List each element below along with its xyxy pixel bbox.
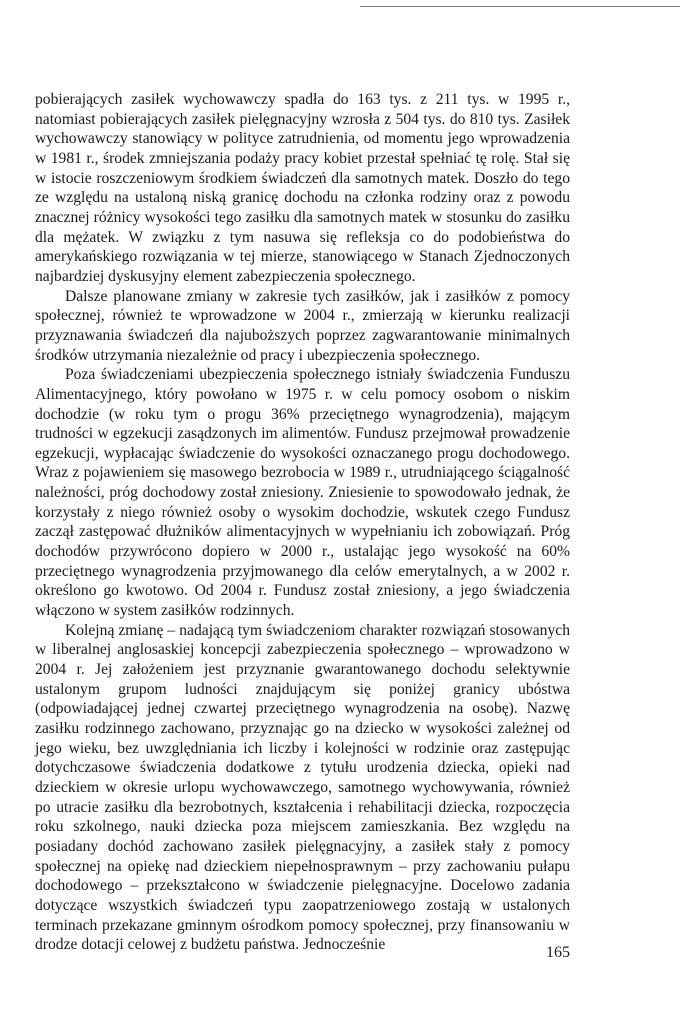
- paragraph-continued: pobierających zasiłek wychowawczy spadła do 163 tys. z 211 tys. w 1995 r., natomiast pobierających zasiłek pielęgnacyjny wzrosła z 504 tys. do 810 tys. Zasiłek wychowawczy stanowiący w polityce zatrudnienia, od momentu jego wprowadzenia w 1981 r., środek zmniejszania podaży pracy kobiet przestał spełniać tę rolę. Stał się w istocie roszczeniowym środkiem świadczeń dla samotnych matek. Doszło do tego ze względu na ustaloną niską granicę dochodu na członka rodziny oraz z powodu znacznej różnicy wysokości tego zasiłku dla samotnych matek w stosunku do zasiłku dla mężatek. W związku z tym nasuwa się refleksja co do podobieństwa do amerykańskiego rozwiązania w tej mierze, stanowiącego w Stanach Zjednoczonych najbardziej dyskusyjny element zabezpieczenia społecznego.: [35, 91, 570, 285]
- paragraph: Poza świadczeniami ubezpieczenia społecznego istniały świadczenia Funduszu Alimentacyjnego, który powołano w 1975 r. w celu pomocy osobom o niskim dochodzie (w roku tym o progu 36% przeciętnego wynagrodzenia), mającym trudności w egzekucji zasądzonych im alimentów. Fundusz przejmował prowadzenie egzekucji, wypłacając świadczenie do wysokości oznaczanego progu dochodowego. Wraz z pojawieniem się masowego bezrobocia w 1989 r., utrudniającego ściągalność należności, próg dochodowy został zniesiony. Zniesienie to spowodowało jednak, że korzystały z niego również osoby o wysokim dochodzie, wskutek czego Fundusz zaczął zastępować dłużników alimentacyjnych w wypełnianiu ich zobowiązań. Próg dochodów przywrócono dopiero w 2000 r., ustalając jego wysokość na 60% przeciętnego wynagrodzenia przyjmowanego dla celów emerytalnych, a w 2002 r. określono go kwotowo. Od 2004 r. Fundusz został zniesiony, a jego świadczenia włączono w system zasiłków rodzinnych.: [35, 366, 570, 620]
- paragraph: Dalsze planowane zmiany w zakresie tych zasiłków, jak i zasiłków z pomocy społecznej, również te wprowadzone w 2004 r., zmierzają w kierunku realizacji przyznawania świadczeń dla najuboższych poprzez zagwarantowanie minimalnych środków utrzymania niezależnie od pracy i ubezpieczenia społecznego.: [35, 287, 570, 364]
- page-number: 165: [546, 944, 570, 961]
- top-rule: [360, 6, 680, 7]
- body-text: [35, 90, 570, 955]
- paragraph: Kolejną zmianę – nadającą tym świadczeniom charakter rozwiązań stosowanych w liberalnej anglosaskiej koncepcji zabezpieczenia społecznego – wprowadzono w 2004 r. Jej założeniem jest przyznanie gwarantowanego dochodu selektywnie ustalonym grupom ludności znajdującym się poniżej granicy ubóstwa (odpowiadającej jednej czwartej przeciętnego wynagrodzenia na osobę). Nazwę zasiłku rodzinnego zachowano, przyznając go na dziecko w wysokości zależnej od jego wieku, bez uwzględniania ich liczby i kolejności w rodzinie oraz zastępując dotychczasowe świadczenia dodatkowe z tytułu urodzenia dziecka, opieki nad dzieckiem w okresie urlopu wychowawczego, samotnego wychowywania, również po utracie zasiłku dla bezrobotnych, kształcenia i rehabilitacji dziecka, rozpoczęcia roku szkolnego, nauki dziecka poza miejscem zamieszkania. Bez względu na posiadany dochód zachowano zasiłek pielęgnacyjny, a zasiłek stały z pomocy społecznej na opiekę nad dzieckiem niepełnosprawnym – przy zachowaniu pułapu dochodowego – przekształcono w świadczenie pielęgnacyjne. Docelowo zadania dotyczące wszystkich świadczeń typu zaopatrzeniowego zostają w ustalonych terminach przekazane gminnym ośrodkom pomocy społecznej, przy finansowaniu w drodze dotacji celowej z budżetu państwa. Jednocześnie: [35, 621, 570, 954]
